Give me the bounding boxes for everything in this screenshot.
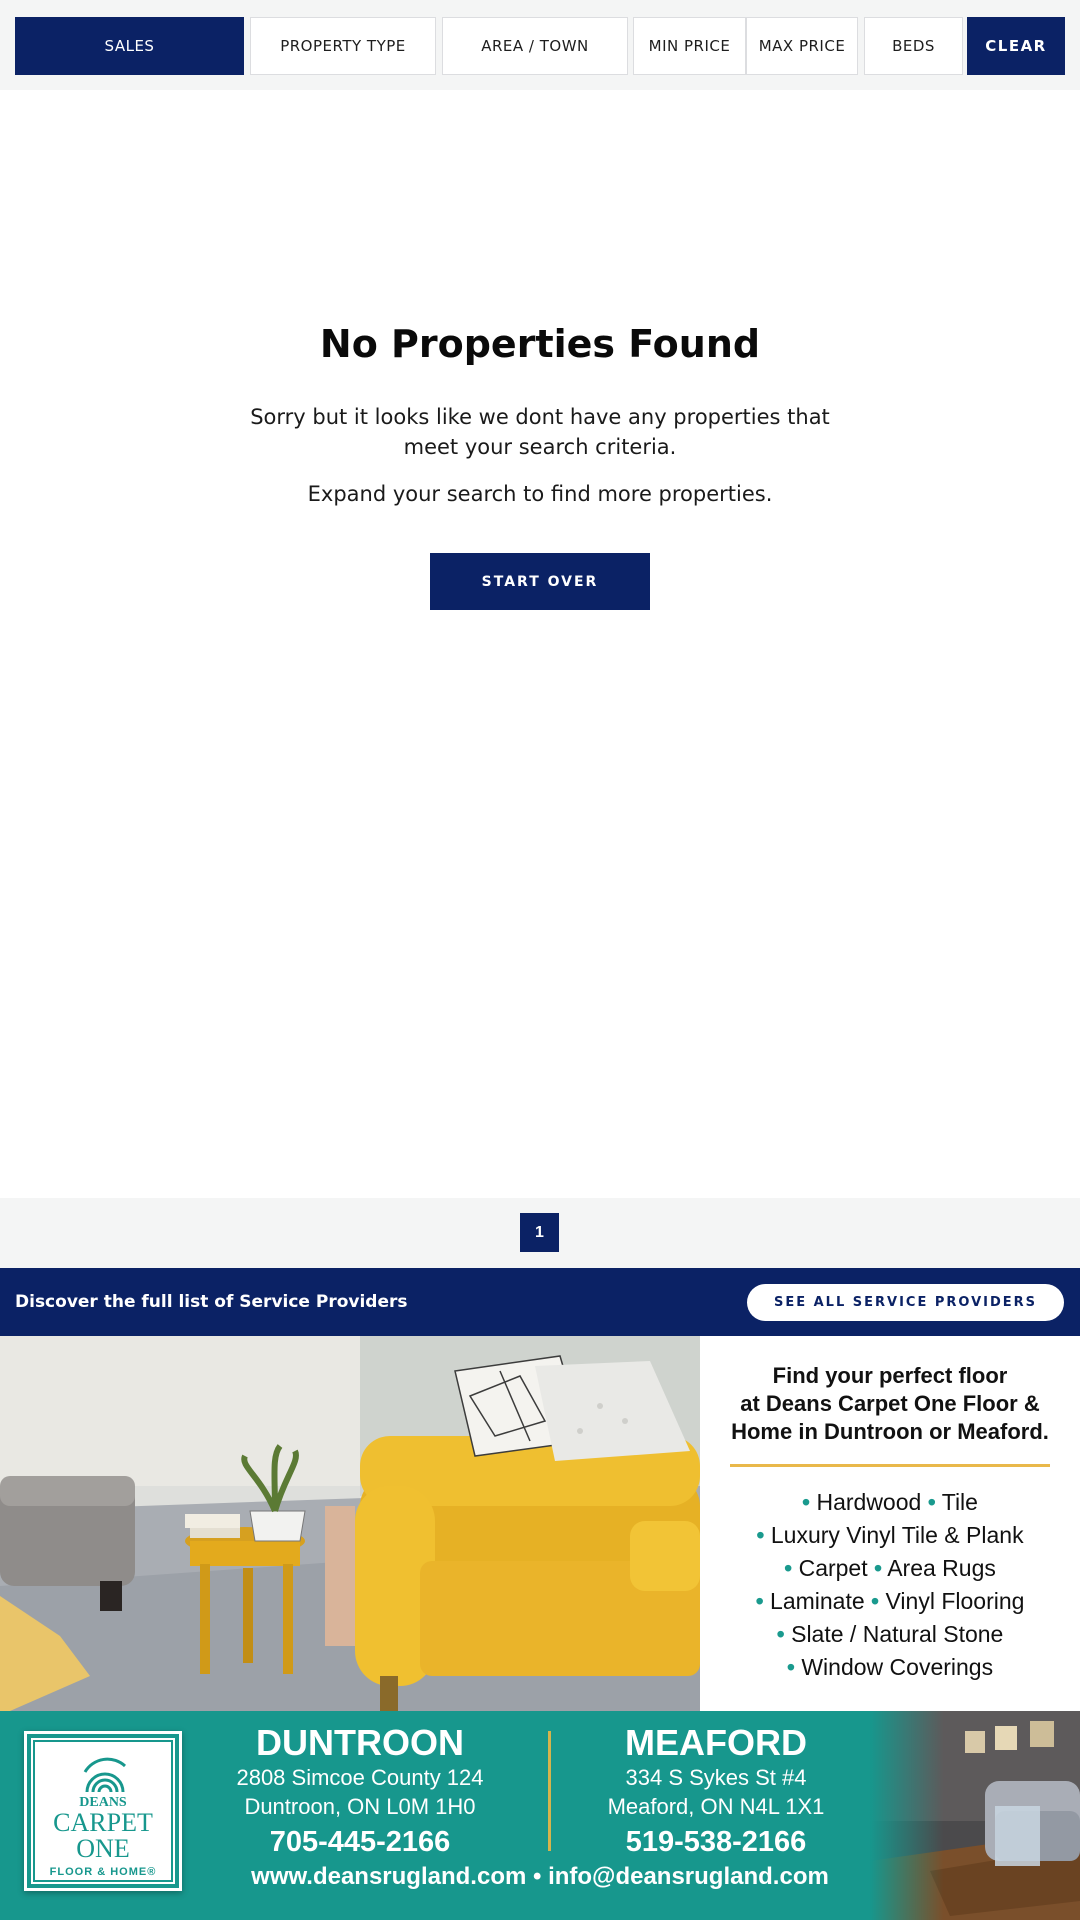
bullet-icon: • — [784, 1555, 793, 1581]
logo-carpet-text: CARPET — [53, 1808, 153, 1837]
empty-state-title: No Properties Found — [319, 322, 761, 366]
carpet-one-logo — [24, 1731, 182, 1891]
contact-line — [180, 1863, 900, 1891]
ad-product: Vinyl Flooring — [885, 1588, 1025, 1614]
ad-product-row — [700, 1585, 1080, 1618]
ad-product-row — [700, 1552, 1080, 1585]
ad-product: Tile — [941, 1489, 978, 1515]
bullet-icon: • — [927, 1489, 936, 1515]
ad-product: Area Rugs — [887, 1555, 996, 1581]
service-providers-banner — [0, 1268, 1080, 1336]
logo-floor-home-text: FLOOR & HOME® — [49, 1866, 157, 1878]
store-duntroon — [200, 1723, 520, 1860]
clear-button[interactable]: CLEAR — [967, 17, 1065, 75]
ad-product: Slate / Natural Stone — [791, 1621, 1004, 1647]
ad-product: Carpet — [798, 1555, 868, 1581]
ad-product: Luxury Vinyl Tile & Plank — [770, 1522, 1024, 1548]
logo-frame — [33, 1740, 173, 1882]
see-all-service-providers-button[interactable]: SEE ALL SERVICE PROVIDERS — [747, 1284, 1064, 1321]
store-meaford — [556, 1723, 876, 1860]
logo-one-text: ONE — [76, 1834, 130, 1863]
bullet-icon: • — [755, 1588, 764, 1614]
bullet-icon: • — [802, 1489, 811, 1515]
search-filter-bar — [0, 0, 1080, 90]
website-link[interactable]: www.deansrugland.com — [251, 1863, 527, 1890]
store-divider — [548, 1731, 551, 1851]
store-address-line2: Meaford, ON N4L 1X1 — [607, 1794, 825, 1819]
max-price-filter[interactable]: MAX PRICE — [746, 17, 858, 75]
empty-state-message: Sorry but it looks like we dont have any properties that meet your search criteria. — [250, 405, 830, 459]
start-over-button[interactable]: START OVER — [430, 553, 650, 610]
bullet-icon: • — [874, 1555, 883, 1581]
ad-copy-panel — [700, 1336, 1080, 1711]
ad-product: Window Coverings — [801, 1654, 994, 1680]
ad-heading-line: at Deans Carpet One Floor & — [740, 1391, 1040, 1416]
area-town-filter[interactable]: AREA / TOWN — [442, 17, 628, 75]
store-address-line1: 334 S Sykes St #4 — [625, 1765, 807, 1790]
ad-product-row — [700, 1651, 1080, 1684]
separator-dot: • — [532, 1863, 542, 1890]
service-providers-text: Discover the full list of Service Providers — [15, 1292, 408, 1312]
page-1-button[interactable]: 1 — [520, 1213, 559, 1252]
ad-divider-rule — [730, 1464, 1050, 1467]
store-name: MEAFORD — [625, 1722, 807, 1763]
ad-product: Hardwood — [816, 1489, 922, 1515]
property-type-filter[interactable]: PROPERTY TYPE — [250, 17, 436, 75]
bullet-icon: • — [871, 1588, 880, 1614]
ad-store-footer — [0, 1711, 1080, 1920]
ad-product: Laminate — [770, 1588, 865, 1614]
store-name: DUNTROON — [256, 1722, 464, 1763]
ad-product-row — [700, 1519, 1080, 1552]
ad-heading-line: Find your perfect floor — [772, 1363, 1008, 1388]
ad-product-row — [700, 1618, 1080, 1651]
beds-filter[interactable]: BEDS — [864, 17, 963, 75]
pagination — [0, 1198, 1080, 1268]
store-address-line1: 2808 Simcoe County 124 — [236, 1765, 484, 1790]
store-address-line2: Duntroon, ON L0M 1H0 — [244, 1794, 476, 1819]
store-phone[interactable]: 705-445-2166 — [269, 1826, 451, 1858]
ad-heading-line: Home in Duntroon or Meaford. — [731, 1419, 1049, 1444]
empty-state-hint: Expand your search to find more properties. — [307, 482, 773, 506]
bullet-icon: • — [756, 1522, 765, 1548]
ad-product-list — [700, 1486, 1080, 1684]
sales-filter-button[interactable]: SALES — [15, 17, 244, 75]
living-room-photo — [0, 1336, 700, 1711]
rainbow-arcs-icon — [83, 1752, 127, 1792]
ad-heading — [700, 1362, 1080, 1446]
logo-deans-text: DEANS — [79, 1795, 127, 1810]
carpet-one-advertisement[interactable] — [0, 1336, 1080, 1920]
store-phone[interactable]: 519-538-2166 — [625, 1826, 807, 1858]
email-link[interactable]: info@deansrugland.com — [548, 1863, 829, 1890]
bullet-icon: • — [776, 1621, 785, 1647]
bullet-icon: • — [786, 1654, 795, 1680]
min-price-filter[interactable]: MIN PRICE — [633, 17, 746, 75]
interior-room-photo — [870, 1711, 1080, 1920]
ad-product-row — [700, 1486, 1080, 1519]
